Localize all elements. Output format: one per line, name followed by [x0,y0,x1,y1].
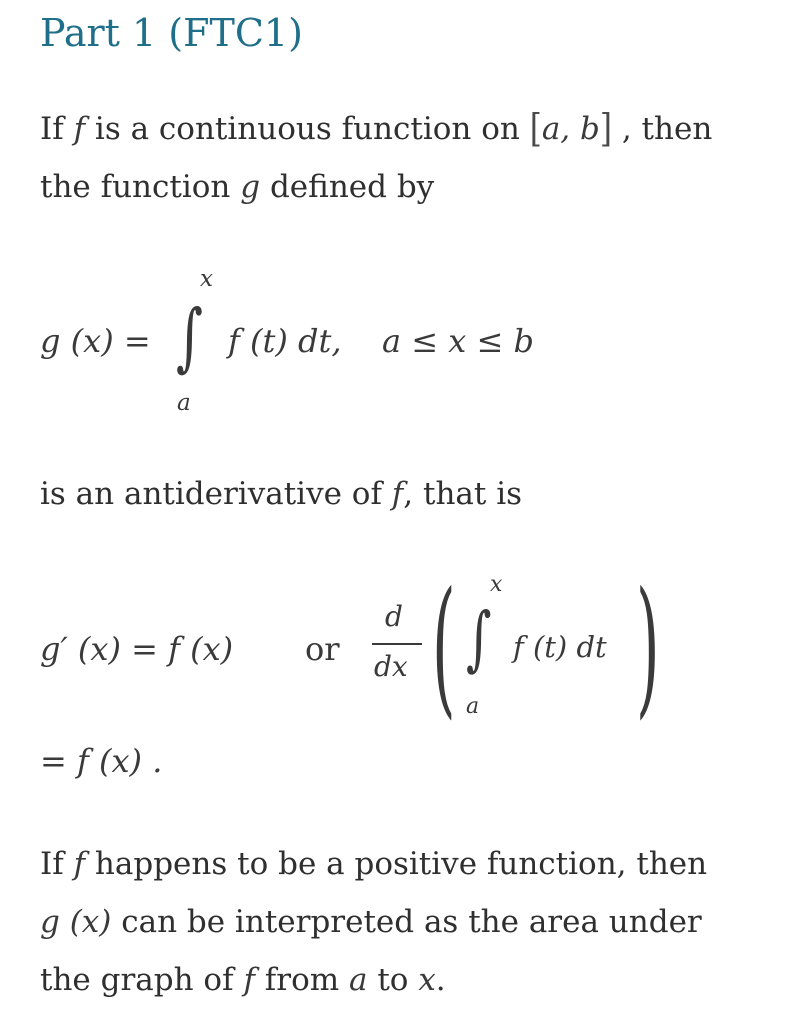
text-segment: is a continuous function on [85,111,530,147]
eq2-integrand: f (t) dt [513,630,607,664]
math-a: a [348,962,368,998]
math-f: f [73,846,86,882]
math-interval: a, b [541,111,600,147]
eq2-frac-numerator: d [385,600,403,633]
eq2-lhs: g′ (x) = f (x) [40,630,234,668]
text-segment: the function [40,169,241,205]
paragraph-antiderivative [40,465,760,523]
paragraph-line [40,100,760,158]
eq1-upper-limit: x [200,266,213,292]
text-segment: the graph of [40,962,244,998]
math-g-of-x: g (x) [40,904,112,940]
math-f: f [73,111,86,147]
text-segment: from [254,962,349,998]
big-left-paren: ( [432,559,456,733]
paragraph-ftc1-intro [40,100,760,216]
fraction-bar [372,643,422,645]
text-segment: defined by [260,169,435,205]
math-f: f [391,476,404,512]
paragraph-line [40,465,760,523]
text-segment: can be interpreted as the area under [111,904,702,940]
interval-open-bracket: [ [529,106,542,152]
text-segment: If [40,846,74,882]
text-segment: , that is [403,476,523,512]
big-right-paren: ) [636,559,660,733]
paragraph-area-interpretation [40,835,760,1009]
eq2-lower-limit: a [466,694,480,719]
paragraph-line [40,835,760,893]
math-g: g [240,169,261,205]
text-segment: , then [611,111,713,147]
math-x: x [418,962,436,998]
interval-close-bracket: ] [599,106,612,152]
integral-sign: ∫ [176,294,203,380]
eq2-frac-denominator: dx [374,650,408,683]
text-segment: . [435,962,446,998]
paragraph-line [40,951,760,1009]
eq1-lhs: g (x) = [40,322,151,360]
eq2-or: or [305,630,340,668]
eq2-upper-limit: x [490,572,503,597]
section-title: Part 1 (FTC1) [40,11,303,55]
text-segment: is an antiderivative of [40,476,392,512]
eq1-lower-limit: a [177,390,191,416]
eq1-condition: a ≤ x ≤ b [382,322,534,360]
eq1-integrand: f (t) dt, [228,322,342,360]
text-segment: to [367,962,419,998]
text-segment: If [40,111,74,147]
paragraph-line [40,893,760,951]
text-segment: happens to be a positive function, then [85,846,708,882]
paragraph-line [40,158,760,216]
math-f: f [243,962,255,998]
eq2-continuation: = f (x) . [40,742,163,780]
integral-sign: ∫ [466,597,492,679]
